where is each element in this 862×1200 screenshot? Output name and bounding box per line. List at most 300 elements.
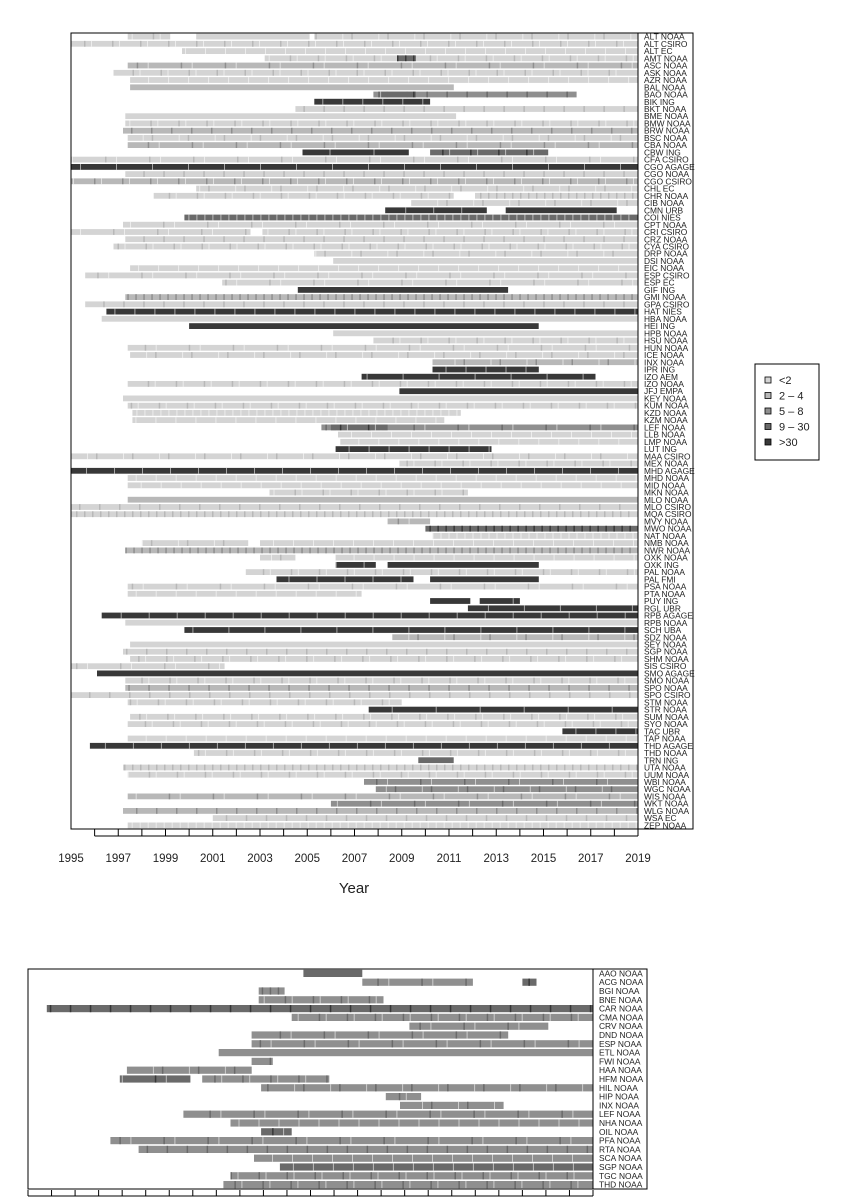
bar-texture-mark <box>337 193 339 199</box>
bar-texture-mark <box>327 403 329 409</box>
bar-texture-mark <box>420 338 422 344</box>
bar-texture-gap <box>218 352 219 358</box>
bar-texture-mark <box>286 649 288 655</box>
bar-texture-mark <box>116 511 118 517</box>
station-bar-54-1 <box>331 425 388 431</box>
bar-texture-mark <box>390 656 392 662</box>
bar-texture-mark <box>599 504 601 510</box>
bar-texture-mark <box>364 765 366 771</box>
bar-texture-mark <box>628 765 630 771</box>
bar-texture-gap <box>593 533 594 539</box>
bar-texture-mark <box>489 634 491 640</box>
bar-texture-gap <box>153 244 154 250</box>
bar-texture-mark <box>243 301 245 307</box>
bar-texture-mark <box>277 548 279 554</box>
bar-texture-mark <box>523 403 525 409</box>
bar-texture-gap <box>628 77 629 83</box>
bar-texture-gap <box>410 569 411 575</box>
bar-texture-gap <box>468 157 469 163</box>
station-bar-63-0 <box>270 490 468 496</box>
bar-texture-gap <box>415 417 416 423</box>
bar-texture-gap <box>596 605 597 611</box>
station-bar-50-0 <box>123 396 638 402</box>
bar-texture-gap <box>236 215 237 221</box>
station-bar-14-0 <box>128 135 638 141</box>
bar-texture-mark <box>187 1146 189 1153</box>
bar-texture-mark <box>214 1075 216 1082</box>
bar-texture-mark <box>552 193 554 199</box>
bar-texture-mark <box>436 511 438 517</box>
bar-texture-gap <box>518 439 519 445</box>
bar-texture-mark <box>485 526 487 532</box>
bar-texture-gap <box>628 823 629 829</box>
station-bar-84-0 <box>130 642 638 648</box>
bar-texture-mark <box>556 808 558 814</box>
bar-texture-mark <box>229 273 231 279</box>
bar-texture-mark <box>399 294 401 300</box>
bar-texture-mark <box>579 403 581 409</box>
bar-texture-gap <box>583 584 584 590</box>
bar-texture-mark <box>153 34 155 40</box>
bar-texture-gap <box>405 207 406 213</box>
bar-texture-gap <box>431 779 432 785</box>
station-label: STR NOAA <box>644 704 687 715</box>
station-bar-0-0 <box>303 970 362 977</box>
bar-texture-gap <box>282 468 283 474</box>
bar-texture-mark <box>508 765 510 771</box>
station-label: BNE NOAA <box>599 994 643 1005</box>
station-bar-107-0 <box>123 808 638 814</box>
bar-texture-gap <box>624 634 625 640</box>
bar-texture-mark <box>289 692 291 698</box>
bar-texture-gap <box>204 193 205 199</box>
bar-texture-gap <box>289 576 290 582</box>
bar-texture-mark <box>623 171 625 177</box>
bar-texture-gap <box>204 157 205 163</box>
bar-texture-gap <box>510 1084 511 1091</box>
bar-texture-gap <box>341 482 342 488</box>
bar-texture-gap <box>446 403 447 409</box>
bar-texture-mark <box>571 1014 573 1021</box>
bar-texture-gap <box>460 273 461 279</box>
bar-texture-gap <box>86 468 87 474</box>
bar-texture-mark <box>528 584 530 590</box>
bar-texture-gap <box>539 338 540 344</box>
legend-label: <2 <box>779 375 792 387</box>
bar-texture-gap <box>322 1172 323 1179</box>
bar-texture-mark <box>329 70 331 76</box>
bar-texture-mark <box>261 772 263 778</box>
station-label: SMO AGAGE <box>644 668 695 679</box>
bar-texture-mark <box>591 128 593 134</box>
bar-texture-mark <box>598 178 600 184</box>
bar-texture-mark <box>262 121 264 127</box>
bar-texture-mark <box>308 685 310 691</box>
bar-texture-mark <box>548 135 550 141</box>
bar-texture-mark <box>630 461 632 467</box>
bar-texture-mark <box>393 193 395 199</box>
bar-texture-mark <box>567 1172 569 1179</box>
bar-texture-gap <box>388 77 389 83</box>
bar-texture-mark <box>163 301 165 307</box>
bar-texture-mark <box>323 171 325 177</box>
bar-texture-mark <box>496 193 498 199</box>
bar-texture-mark <box>413 548 415 554</box>
bar-texture-gap <box>500 280 501 286</box>
bar-texture-gap <box>469 446 470 452</box>
bar-texture-mark <box>553 70 555 76</box>
bar-texture-gap <box>541 482 542 488</box>
bar-texture-mark <box>293 548 295 554</box>
bar-texture-mark <box>448 41 450 47</box>
bar-texture-mark <box>206 121 208 127</box>
bar-texture-gap <box>451 432 452 438</box>
bar-texture-mark <box>429 692 431 698</box>
bar-texture-gap <box>611 135 612 141</box>
bar-texture-mark <box>587 352 589 358</box>
bar-texture-mark <box>581 548 583 554</box>
bar-texture-gap <box>620 215 621 221</box>
bar-texture-gap <box>176 410 177 416</box>
bar-texture-mark <box>428 685 430 691</box>
bar-texture-mark <box>605 526 607 532</box>
bar-texture-gap <box>625 533 626 539</box>
bar-texture-mark <box>504 193 506 199</box>
bar-texture-gap <box>495 584 496 590</box>
bar-texture-mark <box>126 649 128 655</box>
bar-texture-mark <box>343 301 345 307</box>
bar-texture-mark <box>374 178 376 184</box>
bar-texture-gap <box>453 540 454 546</box>
bar-texture-gap <box>559 1119 560 1126</box>
station-label: SCH UBA <box>644 625 682 635</box>
bar-texture-mark <box>402 1181 404 1188</box>
bar-texture-mark <box>309 678 311 684</box>
station-bar-64-0 <box>128 497 638 503</box>
bar-texture-gap <box>143 135 144 141</box>
bar-texture-gap <box>420 345 421 351</box>
bar-texture-mark <box>607 403 609 409</box>
bar-texture-mark <box>370 801 372 807</box>
bar-texture-gap <box>548 772 549 778</box>
bar-texture-mark <box>589 548 591 554</box>
bar-texture-mark <box>205 772 207 778</box>
bar-texture-gap <box>633 55 634 61</box>
bar-texture-mark <box>609 70 611 76</box>
bar-texture-gap <box>408 772 409 778</box>
bar-texture-mark <box>394 750 396 756</box>
bar-texture-gap <box>239 1119 240 1126</box>
bar-texture-gap <box>173 656 174 662</box>
bar-texture-mark <box>335 352 337 358</box>
bar-texture-gap <box>493 55 494 61</box>
bar-texture-gap <box>178 265 179 271</box>
bar-texture-gap <box>249 699 250 705</box>
bar-texture-mark <box>331 128 333 134</box>
bar-texture-mark <box>268 685 270 691</box>
bar-texture-gap <box>449 150 450 156</box>
bar-texture-mark <box>321 345 323 351</box>
bar-texture-gap <box>505 150 506 156</box>
bar-texture-mark <box>426 244 428 250</box>
bar-texture-gap <box>444 627 445 633</box>
bar-texture-gap <box>168 229 169 235</box>
station-bar-30-0 <box>314 251 638 257</box>
bar-texture-mark <box>439 294 441 300</box>
bar-texture-mark <box>559 714 561 720</box>
bar-texture-gap <box>458 786 459 792</box>
bar-texture-gap <box>301 743 302 749</box>
bar-texture-gap <box>405 48 406 54</box>
bar-texture-gap <box>374 150 375 156</box>
bar-texture-mark <box>560 41 562 47</box>
bar-texture-mark <box>288 229 290 235</box>
bar-texture-mark <box>262 178 264 184</box>
bar-texture-gap <box>225 1067 226 1074</box>
bar-texture-gap <box>355 417 356 423</box>
station-label: MLO NOAA <box>644 494 689 505</box>
bar-texture-gap <box>459 1119 460 1126</box>
bar-texture-mark <box>286 244 288 250</box>
bar-texture-mark <box>220 584 222 590</box>
bar-texture-gap <box>261 750 262 756</box>
bar-texture-mark <box>396 765 398 771</box>
bar-texture-mark <box>167 1146 169 1153</box>
bar-texture-mark <box>447 294 449 300</box>
bar-texture-mark <box>195 714 197 720</box>
bar-texture-mark <box>460 186 462 192</box>
bar-texture-mark <box>297 1111 299 1118</box>
bar-texture-gap <box>576 794 577 800</box>
bar-texture-gap <box>457 750 458 756</box>
bar-texture-gap <box>494 1102 495 1109</box>
bar-texture-gap <box>614 403 615 409</box>
bar-texture-gap <box>588 634 589 640</box>
bar-texture-gap <box>463 229 464 235</box>
station-bar-31-0 <box>333 258 638 264</box>
bar-texture-mark <box>283 171 285 177</box>
bar-texture-gap <box>598 265 599 271</box>
bar-texture-gap <box>596 823 597 829</box>
bar-texture-mark <box>549 526 551 532</box>
bar-texture-mark <box>413 70 415 76</box>
bar-texture-mark <box>150 1005 152 1012</box>
bar-texture-gap <box>432 979 433 986</box>
bar-texture-mark <box>319 569 321 575</box>
bar-texture-gap <box>504 70 505 76</box>
bar-texture-gap <box>444 634 445 640</box>
bar-texture-mark <box>424 186 426 192</box>
station-label: CFA CSIRO <box>644 154 689 165</box>
bar-texture-mark <box>260 765 262 771</box>
bar-texture-mark <box>225 63 227 69</box>
bar-texture-mark <box>188 511 190 517</box>
bar-texture-gap <box>493 121 494 127</box>
bar-texture-mark <box>280 186 282 192</box>
legend-label: 2 – 4 <box>779 390 804 403</box>
bar-texture-mark <box>453 634 455 640</box>
bar-texture-mark <box>609 794 611 800</box>
bar-texture-mark <box>540 251 542 257</box>
bar-texture-gap <box>339 1119 340 1126</box>
bar-texture-mark <box>316 765 318 771</box>
bar-texture-mark <box>366 649 368 655</box>
bar-texture-mark <box>366 815 368 821</box>
bar-texture-mark <box>280 41 282 47</box>
bar-texture-mark <box>492 765 494 771</box>
bar-texture-mark <box>607 294 609 300</box>
bar-texture-mark <box>405 55 407 61</box>
bar-texture-mark <box>315 34 317 40</box>
bar-texture-mark <box>148 142 150 148</box>
station-label: HUN NOAA <box>644 342 689 353</box>
bar-texture-mark <box>236 765 238 771</box>
bar-texture-mark <box>541 772 543 778</box>
bar-texture-gap <box>257 656 258 662</box>
station-label: BIK ING <box>644 96 675 107</box>
bar-texture-mark <box>531 714 533 720</box>
bar-texture-mark <box>516 511 518 517</box>
bar-texture-mark <box>509 526 511 532</box>
bar-texture-mark <box>572 359 574 365</box>
bar-texture-gap <box>547 229 548 235</box>
bar-texture-mark <box>260 135 262 141</box>
bar-texture-gap <box>451 186 452 192</box>
bar-texture-gap <box>379 186 380 192</box>
bar-texture-gap <box>391 432 392 438</box>
bar-texture-gap <box>373 540 374 546</box>
bar-texture-mark <box>483 171 485 177</box>
station-label: CGO AGAGE <box>644 161 695 172</box>
bar-texture-mark <box>208 663 210 669</box>
bar-texture-mark <box>279 294 281 300</box>
bar-texture-mark <box>231 1172 233 1179</box>
bar-texture-mark <box>545 425 547 431</box>
bar-texture-gap <box>188 77 189 83</box>
bar-texture-mark <box>527 294 529 300</box>
bar-texture-gap <box>325 178 326 184</box>
bar-texture-mark <box>399 1172 401 1179</box>
bar-texture-gap <box>172 823 173 829</box>
bar-texture-mark <box>253 1111 255 1118</box>
bar-texture-mark <box>458 55 460 61</box>
bar-texture-gap <box>199 186 200 192</box>
bar-texture-mark <box>270 1075 272 1082</box>
bar-texture-mark <box>423 236 425 242</box>
station-bar-53-0 <box>132 417 444 423</box>
bar-texture-gap <box>152 164 153 170</box>
bar-texture-gap <box>575 381 576 387</box>
bar-texture-gap <box>564 823 565 829</box>
bar-texture-gap <box>407 584 408 590</box>
bar-texture-mark <box>233 345 235 351</box>
bar-texture-mark <box>369 996 371 1003</box>
bar-texture-gap <box>584 164 585 170</box>
bar-texture-mark <box>613 548 615 554</box>
bar-texture-gap <box>268 77 269 83</box>
bar-texture-mark <box>156 765 158 771</box>
station-label: KZD NOAA <box>644 407 687 418</box>
bar-texture-mark <box>612 251 614 257</box>
bar-texture-gap <box>519 453 520 459</box>
bar-texture-mark <box>420 453 422 459</box>
bar-texture-gap <box>466 367 467 373</box>
bar-texture-mark <box>513 772 515 778</box>
bar-texture-mark <box>621 526 623 532</box>
bar-texture-mark <box>318 121 320 127</box>
bar-texture-gap <box>462 1172 463 1179</box>
bar-texture-gap <box>566 736 567 742</box>
bar-texture-mark <box>405 548 407 554</box>
bar-texture-gap <box>326 569 327 575</box>
bar-texture-mark <box>589 692 591 698</box>
station-label: STM NOAA <box>644 697 688 708</box>
bar-texture-gap <box>349 446 350 452</box>
bar-texture-mark <box>290 1005 292 1012</box>
bar-texture-mark <box>517 526 519 532</box>
bar-texture-gap <box>206 736 207 742</box>
bar-texture-gap <box>300 823 301 829</box>
bar-texture-mark <box>383 403 385 409</box>
bar-texture-mark <box>568 1040 570 1047</box>
bar-texture-mark <box>246 815 248 821</box>
bar-texture-gap <box>235 417 236 423</box>
station-label: CGO NOAA <box>644 169 690 180</box>
bar-texture-gap <box>233 750 234 756</box>
bar-texture-mark <box>263 171 265 177</box>
bar-texture-gap <box>545 48 546 54</box>
bar-texture-gap <box>491 229 492 235</box>
bar-texture-gap <box>534 555 535 561</box>
bar-texture-gap <box>297 55 298 61</box>
bar-texture-gap <box>87 663 88 669</box>
x-tick-label: 1997 <box>105 853 132 865</box>
bar-texture-gap <box>478 439 479 445</box>
bar-texture-gap <box>572 823 573 829</box>
bar-texture-mark <box>132 765 134 771</box>
station-bar-24-1 <box>506 207 617 213</box>
bar-texture-gap <box>188 164 189 170</box>
bar-texture-mark <box>347 1014 349 1021</box>
bar-texture-gap <box>521 178 522 184</box>
bar-texture-mark <box>404 765 406 771</box>
bar-texture-mark <box>231 294 233 300</box>
bar-texture-mark <box>339 504 341 510</box>
bar-texture-gap <box>433 207 434 213</box>
station-label: GIF ING <box>644 284 676 295</box>
bar-texture-gap <box>310 468 311 474</box>
station-bar-43-0 <box>128 345 638 351</box>
bar-texture-mark <box>280 142 282 148</box>
bar-texture-mark <box>612 511 614 517</box>
bar-texture-mark <box>489 280 491 286</box>
bar-texture-mark <box>401 63 403 69</box>
bar-texture-mark <box>155 1075 157 1082</box>
bar-texture-mark <box>172 511 174 517</box>
bar-texture-gap <box>203 41 204 47</box>
bar-texture-mark <box>367 294 369 300</box>
station-label: PSA NOAA <box>644 581 687 592</box>
bar-texture-mark <box>476 338 478 344</box>
bar-texture-mark <box>530 1005 532 1012</box>
bar-texture-mark <box>385 70 387 76</box>
bar-texture-gap <box>168 77 169 83</box>
bar-texture-gap <box>508 823 509 829</box>
bar-texture-gap <box>380 772 381 778</box>
bar-texture-mark <box>226 815 228 821</box>
bar-texture-mark <box>611 128 613 134</box>
bar-texture-gap <box>436 215 437 221</box>
